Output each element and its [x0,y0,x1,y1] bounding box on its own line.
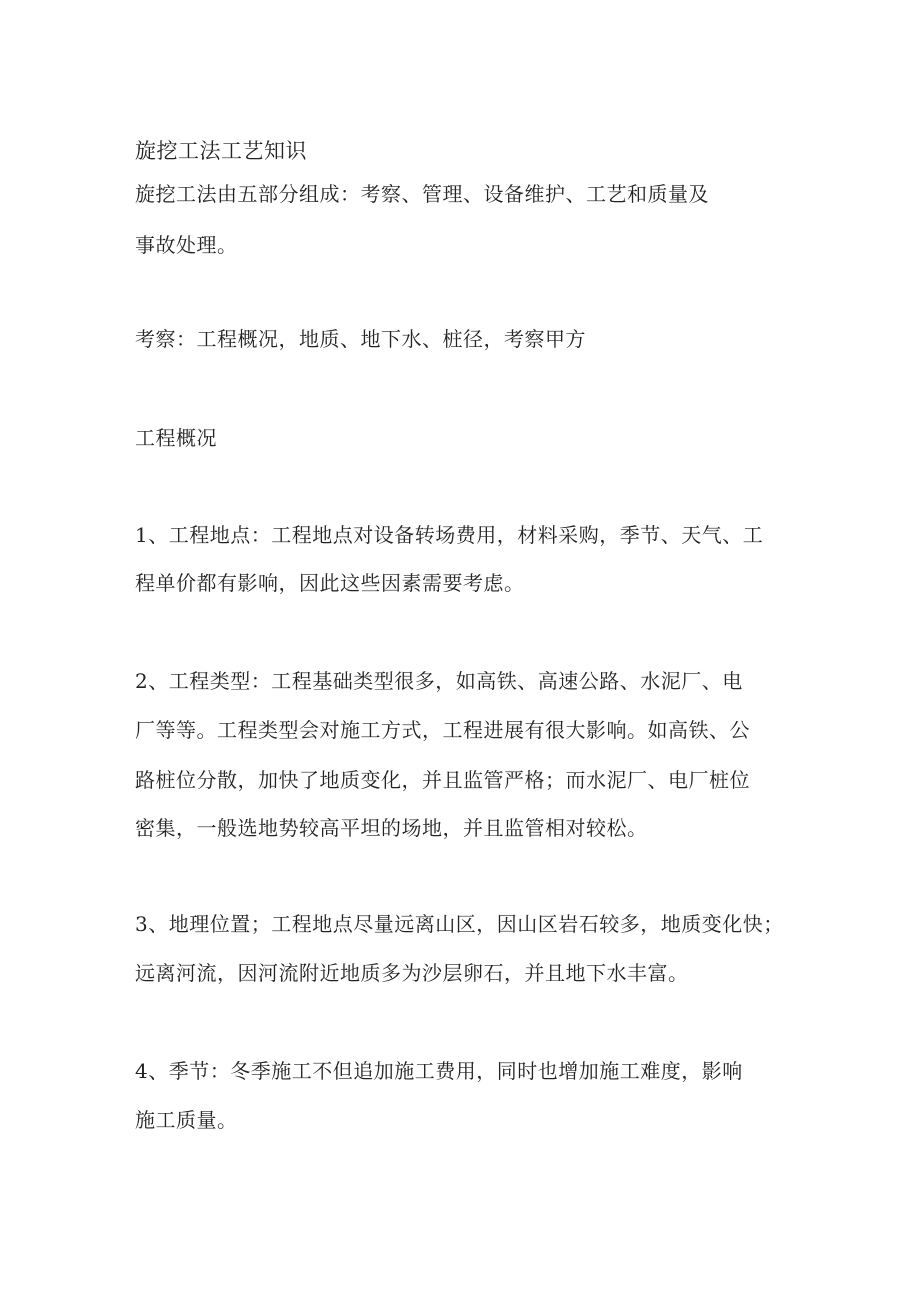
item-2-line-2: 厂等等。工程类型会对施工方式，工程进展有很大影响。如高铁、公 [135,718,750,742]
item-3-line-2: 远离河流，因河流附近地质多为沙层卵石，并且地下水丰富。 [135,961,689,985]
survey-line: 考察：工程概况，地质、地下水、桩径，考察甲方 [135,327,586,351]
document-title: 旋挖工法工艺知识 [135,139,307,163]
item-1-line-1: 1、工程地点：工程地点对设备转场费用，材料采购，季节、天气、工 [135,523,764,547]
item-3-line-1: 3、地理位置；工程地点尽量远离山区，因山区岩石较多，地质变化快； [135,912,784,936]
section-heading: 工程概况 [135,426,217,450]
item-4-line-2: 施工质量。 [135,1108,238,1132]
item-2-line-1: 2、工程类型：工程基础类型很多，如高铁、高速公路、水泥厂、电 [135,669,743,693]
item-1-line-2: 程单价都有影响，因此这些因素需要考虑。 [135,571,525,595]
intro-line-2: 事故处理。 [135,233,238,257]
item-2-line-4: 密集，一般选地势较高平坦的场地，并且监管相对较松。 [135,816,648,840]
item-4-line-1: 4、季节：冬季施工不但追加施工费用，同时也增加施工难度，影响 [135,1059,743,1083]
intro-line-1: 旋挖工法由五部分组成：考察、管理、设备维护、工艺和质量及 [135,182,709,206]
item-2-line-3: 路桩位分散，加快了地质变化，并且监管严格；而水泥厂、电厂桩位 [135,768,750,792]
